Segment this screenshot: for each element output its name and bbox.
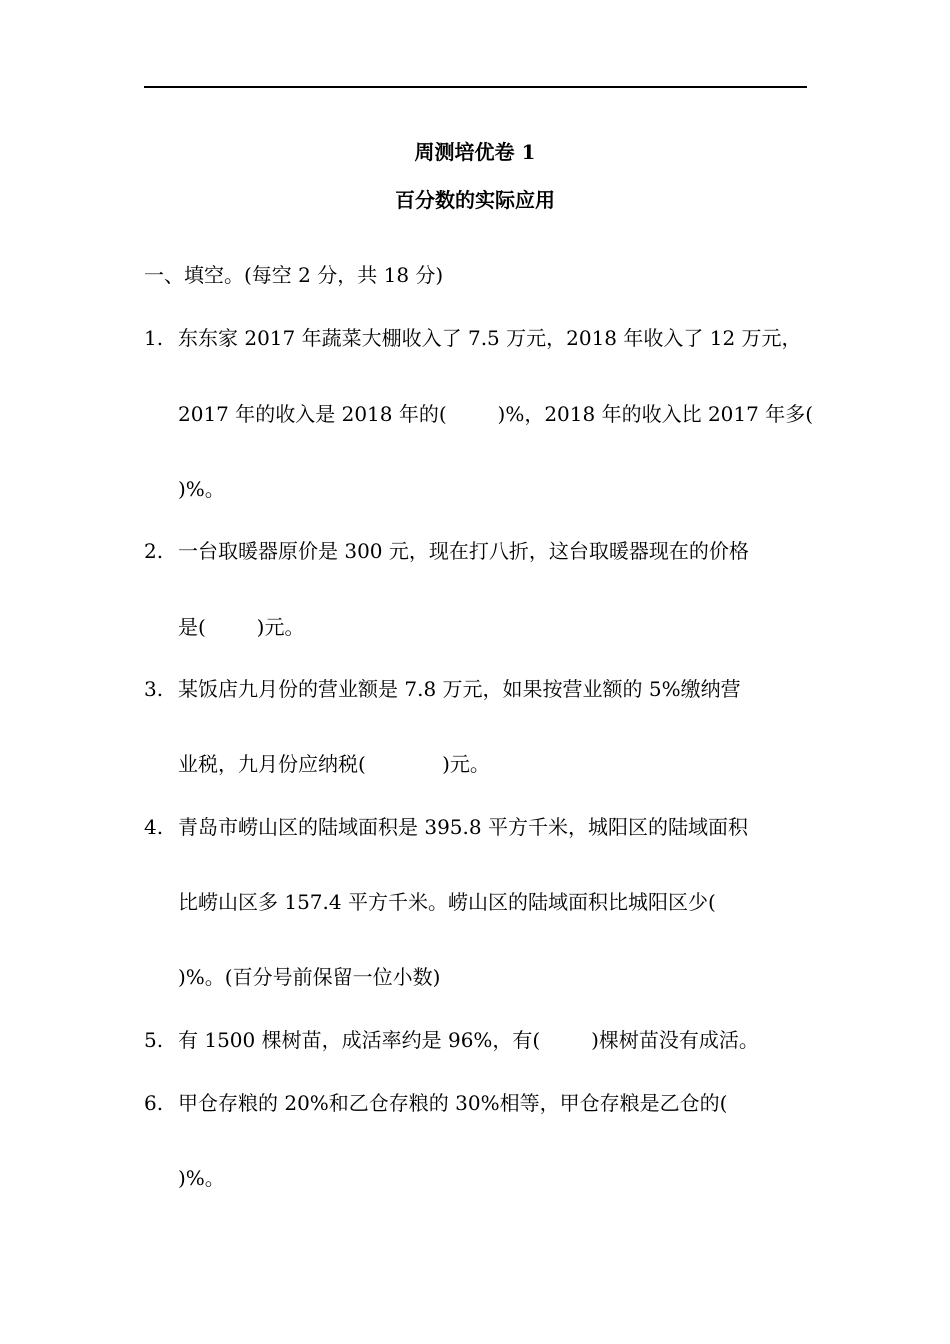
question-3-line-2: 业税，九月份应纳税( )元。 <box>178 752 490 776</box>
page-title: 周测培优卷 1 <box>414 140 536 164</box>
question-5-line-1 <box>144 1028 759 1052</box>
question-text: 某饭店九月份的营业额是 7.8 万元，如果按营业额的 5%缴纳营 <box>178 677 741 701</box>
question-number: 2. <box>144 539 164 563</box>
question-2-line-1 <box>144 539 749 563</box>
page-subtitle: 百分数的实际应用 <box>395 188 555 212</box>
question-6-line-1 <box>144 1091 727 1115</box>
question-4-line-1 <box>144 815 748 839</box>
question-2-line-2: 是( )元。 <box>178 615 305 639</box>
question-number: 5. <box>144 1028 164 1052</box>
question-text: 青岛市崂山区的陆域面积是 395.8 平方千米，城阳区的陆域面积 <box>178 815 748 839</box>
question-4-line-3: )%。(百分号前保留一位小数) <box>178 965 441 989</box>
question-number: 1. <box>144 326 164 350</box>
question-text: 有 1500 棵树苗，成活率约是 96%，有( )棵树苗没有成活。 <box>178 1028 759 1052</box>
question-number: 4. <box>144 815 164 839</box>
question-text: 甲仓存粮的 20%和乙仓存粮的 30%相等，甲仓存粮是乙仓的( <box>178 1091 728 1115</box>
question-number: 6. <box>144 1091 164 1115</box>
question-1-line-3: )%。 <box>178 477 225 501</box>
header-rule <box>144 86 807 88</box>
question-3-line-1 <box>144 677 741 701</box>
question-text: 东东家 2017 年蔬菜大棚收入了 7.5 万元，2018 年收入了 12 万元， <box>178 326 802 350</box>
question-4-line-2: 比崂山区多 157.4 平方千米。崂山区的陆域面积比城阳区少( <box>178 890 716 914</box>
question-1-line-1 <box>144 326 802 350</box>
section-heading: 一、填空。(每空 2 分，共 18 分) <box>144 263 444 287</box>
question-number: 3. <box>144 677 164 701</box>
question-1-line-2: 2017 年的收入是 2018 年的( )%，2018 年的收入比 2017 年多( <box>178 402 814 426</box>
question-6-line-2: )%。 <box>178 1166 225 1190</box>
question-text: 一台取暖器原价是 300 元，现在打八折，这台取暖器现在的价格 <box>178 539 749 563</box>
